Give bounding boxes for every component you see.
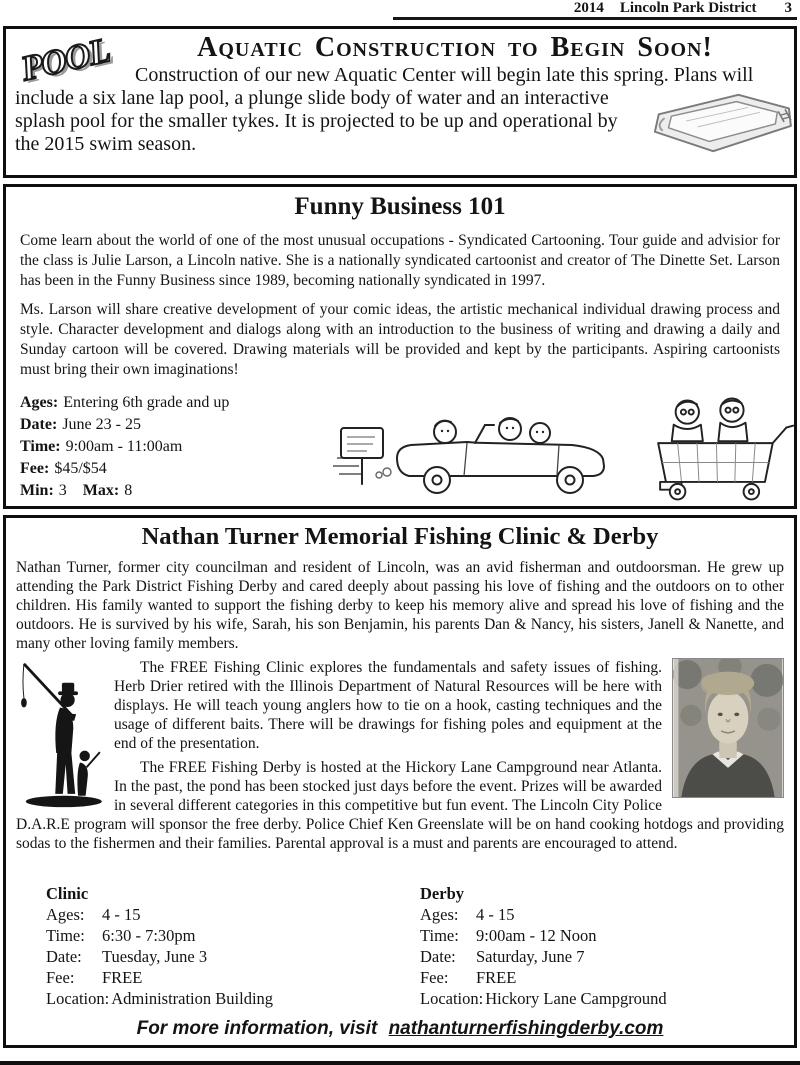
- detail-value: 9:00am - 11:00am: [65, 438, 183, 455]
- detail-value-max: 8: [124, 482, 133, 499]
- detail-row-time: [20, 436, 325, 458]
- fishing-paragraph-3: The FREE Fishing Derby is hosted at the Hickory Lane Campground near Atlanta. In the past, the pond has been stocked just days before the event. Prizes will be awarded in several different categories in this competitive but fun event. The Lincoln City Police D.A.R.E program will sponsor the free derby. Police Chief Ken Greenslate will be on hand cooking hotdogs and providing sodas to the fishermen and their families. Parental approval is a must and parents are encouraged to attend.: [16, 759, 784, 852]
- row-value: FREE: [476, 968, 517, 987]
- program-columns: [18, 883, 786, 1009]
- detail-label: Time:: [20, 438, 61, 455]
- funny-business-details: [20, 392, 325, 502]
- row-value: 9:00am - 12 Noon: [476, 926, 597, 945]
- header-page-number: 3: [784, 0, 792, 16]
- clinic-row-location: [46, 988, 402, 1009]
- funny-business-details-row: [20, 392, 790, 502]
- detail-label: Fee:: [20, 460, 50, 477]
- row-value: Tuesday, June 3: [102, 947, 208, 966]
- cart-cartoon-illustration: [631, 392, 796, 502]
- detail-row-fee: [20, 458, 325, 480]
- clinic-title: Clinic: [46, 884, 89, 903]
- header-district-name: Lincoln Park District: [619, 0, 757, 16]
- funny-business-paragraph-2: Ms. Larson will share creative development of your comic ideas, the artistic mechanical individual drawing process and style. Character development and dialogs along with an introduction to the business of writing and drawing a daily and Sunday cartoon will be covered. Drawing materials will be provided and kept by the participants. Aspiring cartoonists must bring their own imaginations!: [20, 301, 780, 378]
- detail-row-date: [20, 414, 325, 436]
- detail-label: Ages:: [20, 394, 59, 411]
- clinic-row-date: [46, 946, 402, 967]
- row-label: Fee:: [46, 968, 75, 987]
- row-label: Fee:: [420, 968, 449, 987]
- detail-value-min: 3: [58, 482, 67, 499]
- row-label: Location:: [46, 989, 110, 1008]
- funny-business-title: Funny Business 101: [294, 193, 506, 220]
- row-value: Hickory Lane Campground: [485, 989, 667, 1008]
- pool-logo: [15, 30, 119, 89]
- fishing-paragraph-1: Nathan Turner, former city councilman and resident of Lincoln, was an avid fisherman and outdoorsman. He grew up attending the Park District Fishing Derby and cared deeply about passing his love of fishing and the outdoors on to other children. His family wanted to support the fishing derby to keep his memory alive and spread his love of fishing and the outdoors. He is survived by his wife, Sarah, his son Benjamin, his parents Dan & Nancy, his sisters, Janell & Nanette, and many other loving family members.: [16, 559, 784, 652]
- aquatic-body-part2: an interactive splash pool for the smaller tykes. It is projected to be up and operational by the 2015 swim season.: [15, 87, 618, 155]
- row-value: 6:30 - 7:30pm: [102, 926, 196, 945]
- detail-label: Date:: [20, 416, 58, 433]
- fishing-title: Nathan Turner Memorial Fishing Clinic & Derby: [141, 523, 659, 550]
- more-info-text: For more information, visit: [136, 1018, 378, 1039]
- clinic-row-time: [46, 925, 402, 946]
- row-label: Time:: [46, 926, 85, 945]
- row-label: Time:: [420, 926, 459, 945]
- derby-column: [402, 883, 786, 1009]
- header-year: 2014: [573, 0, 604, 16]
- row-value: Saturday, June 7: [476, 947, 585, 966]
- detail-label-max: Max:: [82, 482, 120, 499]
- row-label: Ages:: [46, 905, 85, 924]
- row-value: 4 - 15: [102, 905, 141, 924]
- page-header: [3, 0, 797, 20]
- derby-row-time: [420, 925, 786, 946]
- derby-row-location: [420, 988, 786, 1009]
- clinic-column: [18, 883, 402, 1009]
- funny-business-section: [3, 184, 797, 509]
- fisherman-illustration: [16, 660, 104, 810]
- derby-row-date: [420, 946, 786, 967]
- derby-row-fee: [420, 967, 786, 988]
- car-cartoon-illustration: [327, 400, 627, 500]
- row-label: Date:: [46, 947, 82, 966]
- aquatic-body-part1: Construction of our new Aquatic Center will begin late this spring. Plans will include a six lane lap pool, a plunge slide body of water and: [15, 64, 754, 109]
- page-bottom-rule: [0, 1061, 800, 1065]
- aquatic-section: [3, 26, 797, 178]
- row-label: Location:: [420, 989, 484, 1008]
- detail-row-ages: [20, 392, 325, 414]
- detail-value: Entering 6th grade and up: [63, 394, 230, 411]
- aquatic-title: Aquatic Construction to Begin Soon!: [197, 32, 713, 63]
- detail-row-min-max: [20, 480, 325, 502]
- row-value: 4 - 15: [476, 905, 515, 924]
- row-value: FREE: [102, 968, 143, 987]
- fishing-text: [16, 558, 784, 853]
- fishing-paragraph-2: The FREE Fishing Clinic explores the fundamentals and safety issues of fishing. Herb Drier retired with the Illinois Department of Natural Resources will be here with displays. He will teach young anglers how to tie on a hook, casting techniques and the usage of different baits. There will be drawings for fishing poles and equipment at the end of the presentation.: [114, 659, 662, 752]
- derby-title: Derby: [420, 884, 464, 903]
- clinic-row-ages: [46, 904, 402, 925]
- aquatic-body: [15, 64, 785, 156]
- fishing-section: [3, 515, 797, 1048]
- pool-illustration: [633, 89, 785, 157]
- row-label: Date:: [420, 947, 456, 966]
- more-info-footer: [6, 1018, 794, 1040]
- detail-value: $45/$54: [54, 460, 107, 477]
- clinic-row-fee: [46, 967, 402, 988]
- header-rule: [393, 17, 797, 20]
- fishing-derby-website-link[interactable]: nathanturnerfishingderby.com: [388, 1018, 664, 1039]
- header-text: [574, 0, 792, 17]
- row-label: Ages:: [420, 905, 459, 924]
- pool-logo-text: POOL: [17, 30, 114, 89]
- detail-label-min: Min:: [20, 482, 54, 499]
- derby-row-ages: [420, 904, 786, 925]
- portrait-photo: [672, 658, 784, 798]
- funny-business-paragraph-1: Come learn about the world of one of the most unusual occupations - Syndicated Cartooning. Tour guide and advisior for the class is Julie Larson, a Lincoln native. She is a nationally syndicated cartoonist and creator of The Dinette Set. Larson has been in the Funny Business since 1989, becoming nationally syndicated in 1997.: [20, 232, 780, 289]
- row-value: Administration Building: [111, 989, 274, 1008]
- detail-value: June 23 - 25: [62, 416, 141, 433]
